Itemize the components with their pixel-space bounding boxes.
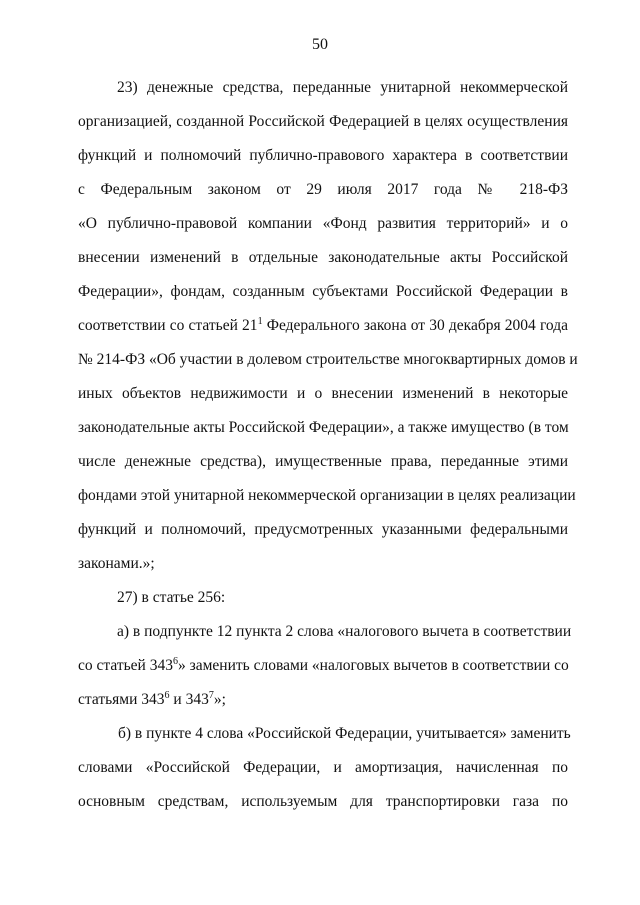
text-line: 27) в статье 256:: [117, 589, 226, 606]
superscript: 6: [172, 655, 178, 667]
text-line: «О публично-правовой компании «Фонд развития территорий» и о: [78, 215, 568, 232]
text-line: № 214-ФЗ «Об участии в долевом строительстве многоквартирных домов и: [78, 351, 578, 368]
text-fragment: » заменить словами «налоговых вычетов в соответствии со: [177, 657, 569, 674]
text-line: внесении изменений в отдельные законодательные акты Российской: [78, 249, 568, 266]
text-fragment: статьями 343: [78, 691, 165, 708]
text-line: [78, 316, 568, 336]
text-line: с Федеральным законом от 29 июля 2017 года № 218-ФЗ: [78, 181, 568, 198]
text-line: а) в подпункте 12 пункта 2 слова «налогового вычета в соответствии: [117, 623, 572, 640]
superscript: 1: [257, 315, 263, 327]
text-line: функций и полномочий, предусмотренных указанными федеральными: [78, 521, 568, 538]
text-line: Федерации», фондам, созданным субъектами Российской Федерации в: [78, 283, 568, 300]
text-fragment: Федерального закона от 30 декабря 2004 года: [262, 317, 568, 334]
text-line: организацией, созданной Российской Федерацией в целях осуществления: [78, 113, 568, 130]
text-line: б) в пункте 4 слова «Российской Федерации, учитывается» заменить: [118, 725, 571, 742]
text-line: функций и полномочий публично-правового характера в соответствии: [78, 147, 568, 164]
text-line: [78, 690, 568, 710]
text-line: фондами этой унитарной некоммерческой организации в целях реализации: [78, 487, 576, 504]
text-line: законами.»;: [78, 555, 155, 572]
text-line: числе денежные средства), имущественные права, переданные этими: [78, 453, 568, 470]
text-line: законодательные акты Российской Федерации», а также имущество (в том: [78, 419, 569, 436]
text-line: 23) денежные средства, переданные унитарной некоммерческой: [117, 79, 568, 96]
text-line: основным средствам, используемым для транспортировки газа по: [78, 793, 568, 810]
text-fragment: соответствии со статьей 21: [78, 317, 258, 334]
text-line: словами «Российской Федерации, и амортизация, начисленная по: [78, 759, 568, 776]
page-number: 50: [312, 36, 328, 53]
text-fragment: со статьей 343: [78, 657, 173, 674]
text-line: иных объектов недвижимости и о внесении изменений в некоторые: [78, 385, 568, 402]
text-fragment: и 343: [169, 691, 209, 708]
text-line: [78, 656, 568, 676]
text-fragment: »;: [213, 691, 226, 708]
superscript: 7: [208, 689, 214, 701]
superscript: 6: [164, 689, 170, 701]
